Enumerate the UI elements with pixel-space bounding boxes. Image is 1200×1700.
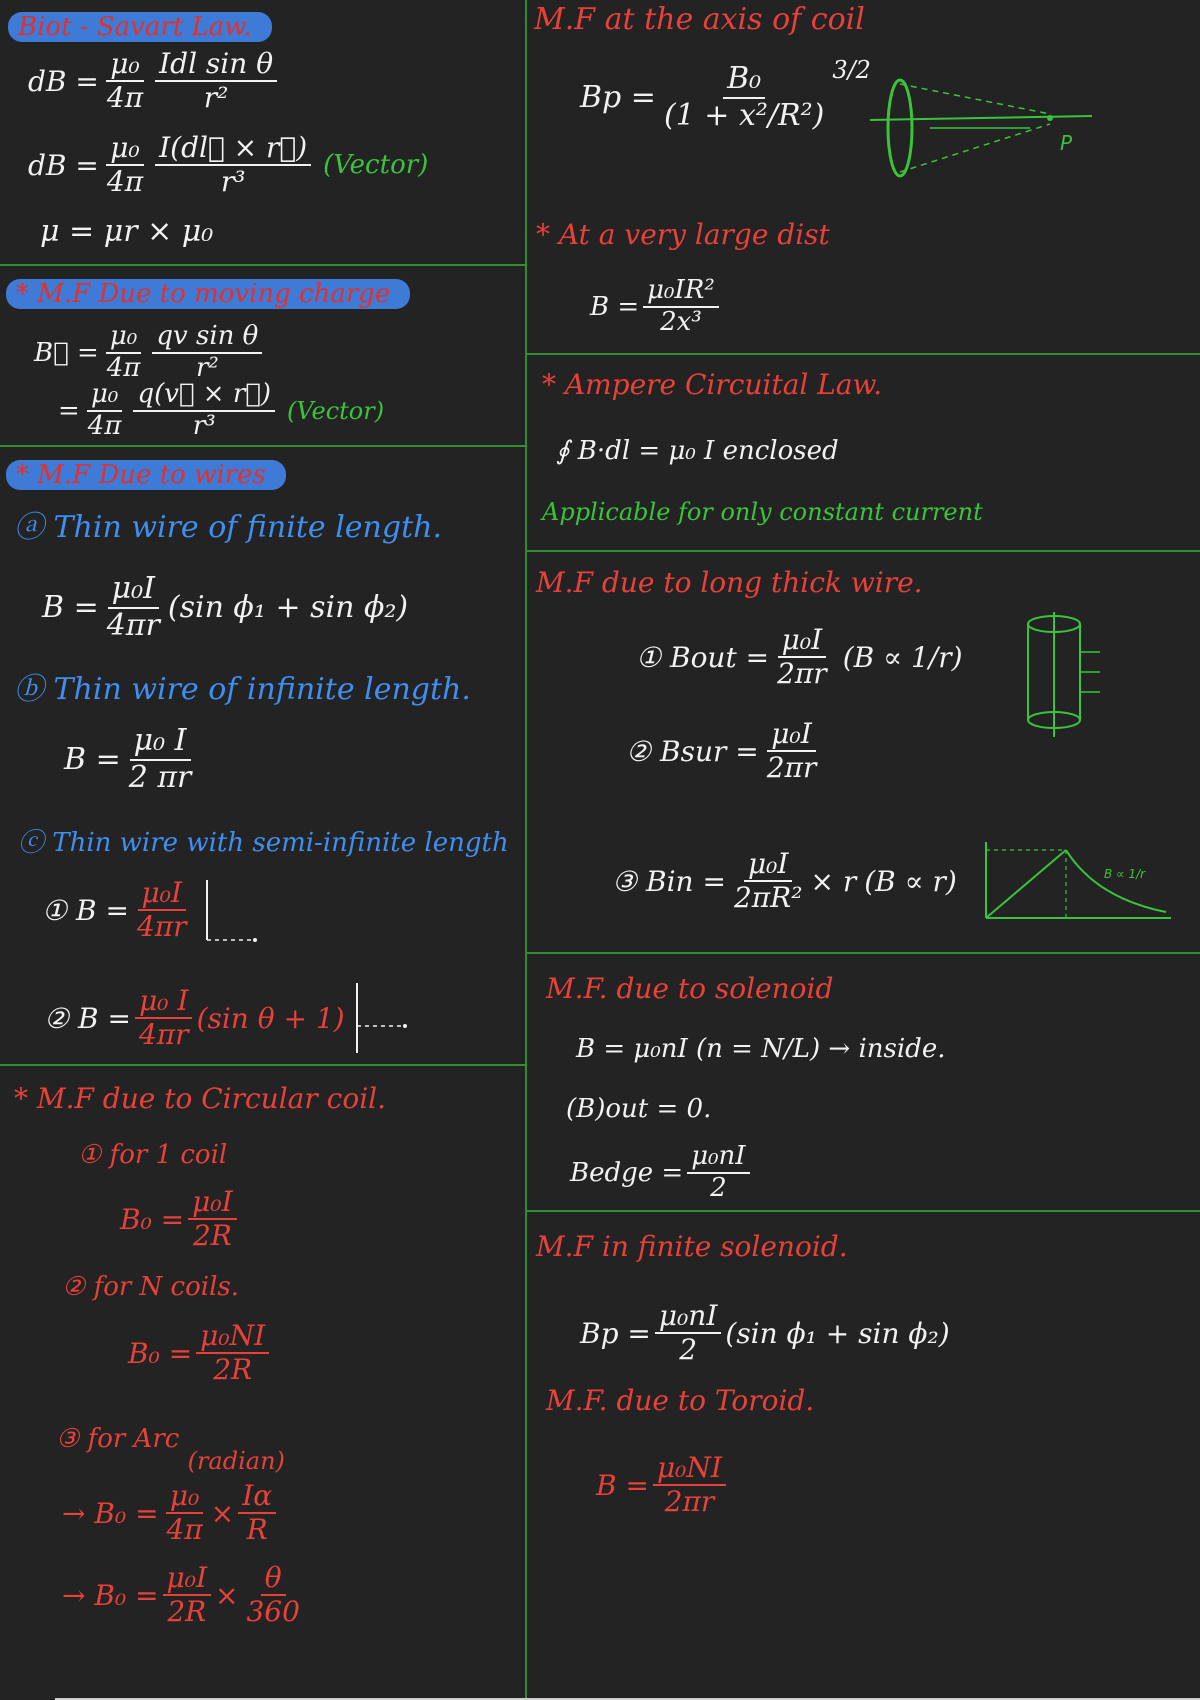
divider-left-3	[0, 1064, 525, 1066]
thick-wire-eq3: ③ Bin = $\frac{\text{μ₀I}}{\text{2πR²}}$ × r (B ∝ r)	[612, 847, 957, 915]
divider-right-1	[525, 353, 1200, 355]
vector-note-2: (Vector)	[287, 396, 385, 425]
infinite-wire-eq: B = $\frac{\text{μ₀ I}}{2 \pi r}$	[64, 723, 192, 795]
permeability-eq: μ = μr × μ₀	[40, 214, 214, 249]
ampere-law-heading: * Ampere Circuital Law.	[542, 368, 883, 401]
solenoid-outside-eq: (B)out = 0.	[566, 1094, 712, 1124]
finite-wire-title: ⓐ Thin wire of finite length.	[14, 510, 442, 545]
thick-wire-diagram	[1020, 612, 1110, 742]
one-coil-eq: B₀ = $\frac{\text{μ₀I}}{2R}$	[120, 1186, 241, 1252]
n-coils-eq: B₀ = $\frac{\text{μ₀NI}}{2R}$	[128, 1320, 273, 1386]
moving-charge-eq1: B⃗ = $\frac{\text{μ₀}}{4\pi}$ $\frac{\text{qv sin θ}}{\text{r²}}$	[34, 322, 266, 384]
ampere-law-eq: ∮ B·dl = μ₀ I enclosed	[556, 436, 839, 466]
divider-left-1	[0, 264, 525, 266]
semi-infinite-eq1: ① B = $\frac{\text{μ₀I}}{4\pi r}$	[42, 870, 265, 950]
infinite-wire-title: ⓑ Thin wire of infinite length.	[14, 672, 471, 707]
thick-wire-heading: M.F due to long thick wire.	[536, 566, 923, 599]
divider-right-2	[525, 550, 1200, 552]
solenoid-edge-eq: Bedge = $\frac{\text{μ₀nI}}{2}$	[570, 1142, 754, 1204]
arc-eq2: → B₀ = $\frac{\text{μ₀I}}{2R}$ × $\frac{\theta}{360}$	[62, 1561, 300, 1629]
thick-wire-eq1: ① Bout = $\frac{\text{μ₀I}}{2\pi r}$ (B ∝ 1/r)	[636, 623, 963, 691]
vector-note: (Vector)	[323, 150, 429, 181]
finite-wire-eq: B = $\frac{\text{μ₀I}}{4\pi r}$ (sin ϕ₁ + sin ϕ₂)	[42, 571, 409, 643]
large-distance-eq: B = $\frac{\text{μ₀IR²}}{\text{2x³}}$	[590, 276, 723, 338]
toroid-heading: M.F. due to Toroid.	[546, 1384, 815, 1417]
divider-right-4	[525, 1210, 1200, 1212]
biot-savart-eq2: dB = $\frac{\text{μ₀}}{4\pi}$ $\frac{I(dl⃗ \times r⃗)}{\text{r³}}$ (Vector)	[28, 131, 429, 199]
n-coils-title: ② for N coils.	[62, 1272, 240, 1302]
field-vs-distance-graph	[976, 838, 1176, 928]
arc-eq1: → B₀ = $\frac{\text{μ₀}}{4\pi}$ × $\frac{I\alpha}{R}$	[62, 1480, 280, 1546]
one-coil-title: ① for 1 coil	[78, 1140, 228, 1170]
radian-note: (radian)	[187, 1447, 285, 1475]
axis-coil-eq: Bp = $\frac{\text{B₀}}{\text{(1 + x²/R²)}}$ $^{3/2}$	[580, 55, 871, 133]
axis-coil-heading: M.F at the axis of coil	[534, 2, 865, 37]
moving-charge-eq2: = $\frac{\text{μ₀}}{4\pi}$ $\frac{q(v⃗ \times r⃗)}{\text{r³}}$ (Vector)	[58, 379, 385, 441]
graph-label: B ∝ 1/r	[1104, 867, 1146, 881]
finite-solenoid-eq: Bp = $\frac{\text{μ₀nI}}{2}$ (sin ϕ₁ + sin ϕ₂)	[580, 1299, 950, 1367]
divider-left-2	[0, 445, 525, 447]
point-p-label: P	[1060, 131, 1073, 155]
large-distance-heading: * At a very large dist	[536, 218, 830, 251]
semi-infinite-eq2: ② B = $\frac{\text{μ₀ I}}{4\pi r}$ (sin θ + 1)	[44, 978, 415, 1058]
biot-savart-eq1: dB = $\frac{\text{μ₀}}{4\pi}$ $\frac{\text{Idl sin θ}}{\text{r²}}$	[28, 48, 281, 114]
semi-infinite-wire-sketch-1	[195, 870, 265, 950]
thick-wire-eq2: ② Bsur = $\frac{\text{μ₀I}}{2\pi r}$	[626, 717, 817, 785]
divider-right-3	[525, 952, 1200, 954]
circular-coil-heading: * M.F due to Circular coil.	[14, 1082, 386, 1115]
coil-axis-diagram	[870, 78, 1100, 188]
arc-title: ③ for Arc (radian)	[56, 1424, 285, 1475]
wires-heading: * M.F Due to wires	[6, 460, 286, 490]
solenoid-inside-eq: B = μ₀nI (n = N/L) → inside.	[576, 1034, 946, 1064]
semi-infinite-wire-sketch-2	[345, 978, 415, 1058]
toroid-eq: B = $\frac{\text{μ₀NI}}{2\pi r}$	[596, 1452, 730, 1518]
moving-charge-heading: * M.F Due to moving charge	[6, 279, 410, 309]
solenoid-heading: M.F. due to solenoid	[546, 972, 834, 1005]
finite-solenoid-heading: M.F in finite solenoid.	[536, 1230, 848, 1263]
column-divider	[525, 0, 527, 1700]
biot-savart-heading: Biot - Savart Law.	[8, 12, 272, 42]
ampere-law-note: Applicable for only constant current	[542, 498, 983, 526]
semi-infinite-wire-title: ⓒ Thin wire with semi-infinite length	[18, 828, 509, 858]
